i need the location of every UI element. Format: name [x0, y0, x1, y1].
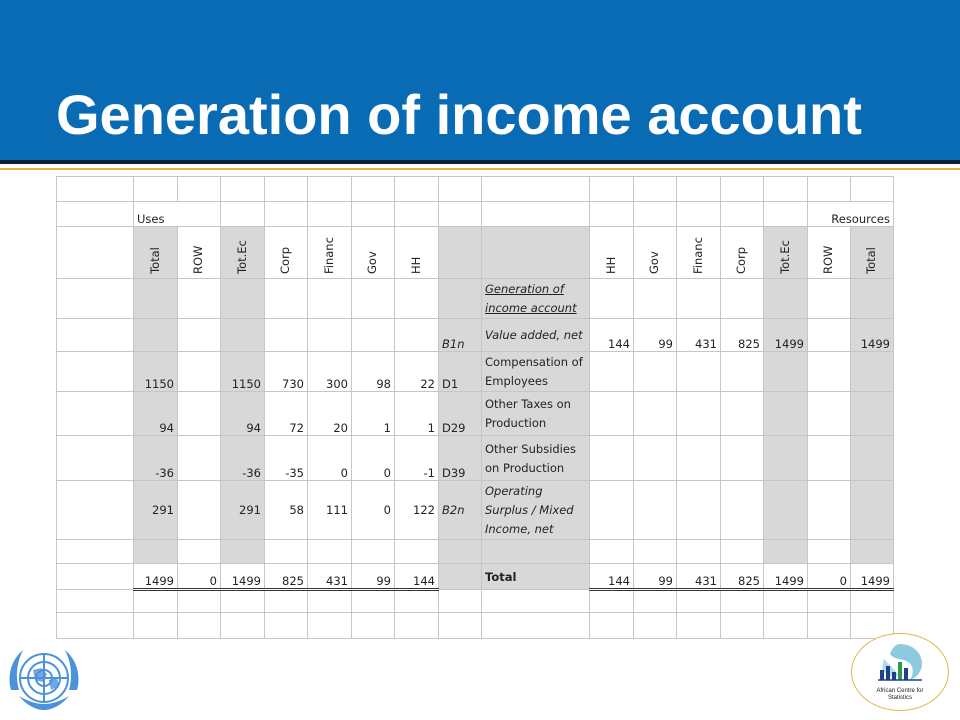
transaction-code: D39: [439, 436, 482, 481]
uses-total-cell: 94: [134, 392, 178, 436]
banner-dark-rule: [0, 160, 960, 164]
uses-gov-cell: 0: [352, 481, 395, 540]
res-corp-cell: 825: [721, 564, 764, 590]
res-total-cell: [851, 352, 894, 392]
res-financ-cell: 431: [677, 319, 721, 352]
col-header-uses-tot-ec: Tot.Ec: [234, 240, 249, 274]
uses-corp-cell: 730: [265, 352, 308, 392]
col-header-res-financ: Financ: [690, 237, 705, 274]
uses-gov-cell: 98: [352, 352, 395, 392]
transaction-code: D1: [439, 352, 482, 392]
col-header-uses-financ: Financ: [321, 237, 336, 274]
uses-tot-ec-cell: 291: [221, 481, 265, 540]
res-corp-cell: [721, 392, 764, 436]
uses-row-cell: [178, 392, 221, 436]
transaction-code: B1n: [439, 319, 482, 352]
res-corp-cell: 825: [721, 319, 764, 352]
res-hh-cell: [590, 392, 634, 436]
res-hh-cell: [590, 481, 634, 540]
blank-row: [57, 590, 894, 613]
african-centre-for-statistics-logo: [851, 633, 949, 711]
statistics-chart-icon: [870, 640, 930, 684]
uses-total-cell: 291: [134, 481, 178, 540]
table-row: [57, 392, 894, 436]
col-header-res-hh: HH: [603, 256, 618, 274]
uses-tot-ec-cell: 94: [221, 392, 265, 436]
res-hh-cell: 144: [590, 319, 634, 352]
uses-financ-cell: 431: [308, 564, 352, 590]
col-header-uses-corp: Corp: [278, 246, 292, 274]
res-total-cell: 1499: [851, 564, 894, 590]
table-row: [57, 352, 894, 392]
res-gov-cell: 99: [634, 564, 677, 590]
uses-financ-cell: 111: [308, 481, 352, 540]
uses-gov-cell: 0: [352, 436, 395, 481]
col-header-uses-gov: Gov: [365, 251, 379, 274]
transaction-label: Value added, net: [482, 319, 590, 352]
res-row-cell: [808, 319, 851, 352]
res-tot-ec-cell: [764, 392, 808, 436]
uses-corp-cell: 825: [265, 564, 308, 590]
col-header-uses-row: ROW: [191, 245, 205, 274]
transaction-label: Operating Surplus / Mixed Income, net: [482, 481, 590, 540]
res-corp-cell: [721, 352, 764, 392]
uses-total-cell: -36: [134, 436, 178, 481]
table-row: [57, 319, 894, 352]
uses-financ-cell: 0: [308, 436, 352, 481]
uses-gov-cell: 99: [352, 564, 395, 590]
res-tot-ec-cell: [764, 481, 808, 540]
col-header-res-tot-ec: Tot.Ec: [777, 240, 792, 274]
col-header-res-total: Total: [864, 247, 878, 274]
col-header-res-corp: Corp: [734, 246, 748, 274]
blank-row: [57, 540, 894, 564]
res-financ-cell: [677, 352, 721, 392]
uses-gov-cell: [352, 319, 395, 352]
col-header-res-row: ROW: [821, 245, 835, 274]
uses-corp-cell: [265, 319, 308, 352]
uses-resources-row: [57, 202, 894, 227]
col-header-res-gov: Gov: [647, 251, 661, 274]
res-hh-cell: [590, 352, 634, 392]
blank-row: [57, 177, 894, 202]
res-row-cell: [808, 352, 851, 392]
transaction-label: Compensation of Employees: [482, 352, 590, 392]
un-emblem-icon: [3, 640, 85, 718]
uses-financ-cell: 300: [308, 352, 352, 392]
uses-gov-cell: 1: [352, 392, 395, 436]
uses-row-cell: [178, 436, 221, 481]
uses-tot-ec-cell: -36: [221, 436, 265, 481]
account-label-row: [57, 279, 894, 319]
res-tot-ec-cell: 1499: [764, 564, 808, 590]
table-row: [57, 481, 894, 540]
res-hh-cell: 144: [590, 564, 634, 590]
res-financ-cell: [677, 436, 721, 481]
transaction-code: B2n: [439, 481, 482, 540]
res-tot-ec-cell: [764, 352, 808, 392]
table-row: [57, 436, 894, 481]
res-tot-ec-cell: 1499: [764, 319, 808, 352]
uses-total-cell: [134, 319, 178, 352]
res-financ-cell: 431: [677, 564, 721, 590]
uses-financ-cell: 20: [308, 392, 352, 436]
res-tot-ec-cell: [764, 436, 808, 481]
acs-caption-line1: African Centre for: [876, 688, 924, 694]
col-header-uses-total: Total: [147, 247, 162, 274]
res-row-cell: 0: [808, 564, 851, 590]
banner-gold-rule: [0, 168, 960, 170]
res-total-cell: 1499: [851, 319, 894, 352]
res-gov-cell: [634, 481, 677, 540]
uses-tot-ec-cell: 1499: [221, 564, 265, 590]
uses-row-cell: [178, 481, 221, 540]
uses-hh-cell: 144: [395, 564, 439, 590]
uses-hh-cell: -1: [395, 436, 439, 481]
uses-corp-cell: 58: [265, 481, 308, 540]
account-label: Generation of income account: [482, 279, 590, 319]
res-row-cell: [808, 436, 851, 481]
uses-total-cell: 1499: [134, 564, 178, 590]
transaction-label: Other Taxes on Production: [482, 392, 590, 436]
resources-label: Resources: [808, 202, 894, 227]
res-row-cell: [808, 481, 851, 540]
uses-corp-cell: -35: [265, 436, 308, 481]
uses-row-cell: 0: [178, 564, 221, 590]
page-title: Generation of income account: [56, 83, 862, 146]
res-gov-cell: 99: [634, 319, 677, 352]
uses-hh-cell: [395, 319, 439, 352]
transaction-label: Other Subsidies on Production: [482, 436, 590, 481]
uses-row-cell: [178, 352, 221, 392]
total-row: [57, 564, 894, 590]
uses-financ-cell: [308, 319, 352, 352]
res-gov-cell: [634, 352, 677, 392]
uses-hh-cell: 122: [395, 481, 439, 540]
uses-hh-cell: 22: [395, 352, 439, 392]
res-hh-cell: [590, 436, 634, 481]
acs-caption-line2: Statistics: [887, 695, 912, 701]
total-label: Total: [482, 564, 590, 590]
col-header-uses-hh: HH: [408, 256, 423, 274]
res-financ-cell: [677, 481, 721, 540]
uses-hh-cell: 1: [395, 392, 439, 436]
uses-tot-ec-cell: 1150: [221, 352, 265, 392]
column-header-row: [57, 227, 894, 279]
transaction-code: D29: [439, 392, 482, 436]
res-row-cell: [808, 392, 851, 436]
income-account-table: [56, 176, 894, 639]
res-corp-cell: [721, 481, 764, 540]
uses-total-cell: 1150: [134, 352, 178, 392]
res-total-cell: [851, 481, 894, 540]
res-total-cell: [851, 392, 894, 436]
res-corp-cell: [721, 436, 764, 481]
res-total-cell: [851, 436, 894, 481]
res-gov-cell: [634, 392, 677, 436]
uses-tot-ec-cell: [221, 319, 265, 352]
uses-label: Uses: [134, 202, 221, 227]
res-financ-cell: [677, 392, 721, 436]
uses-corp-cell: 72: [265, 392, 308, 436]
uses-row-cell: [178, 319, 221, 352]
blank-row: [57, 613, 894, 639]
res-gov-cell: [634, 436, 677, 481]
